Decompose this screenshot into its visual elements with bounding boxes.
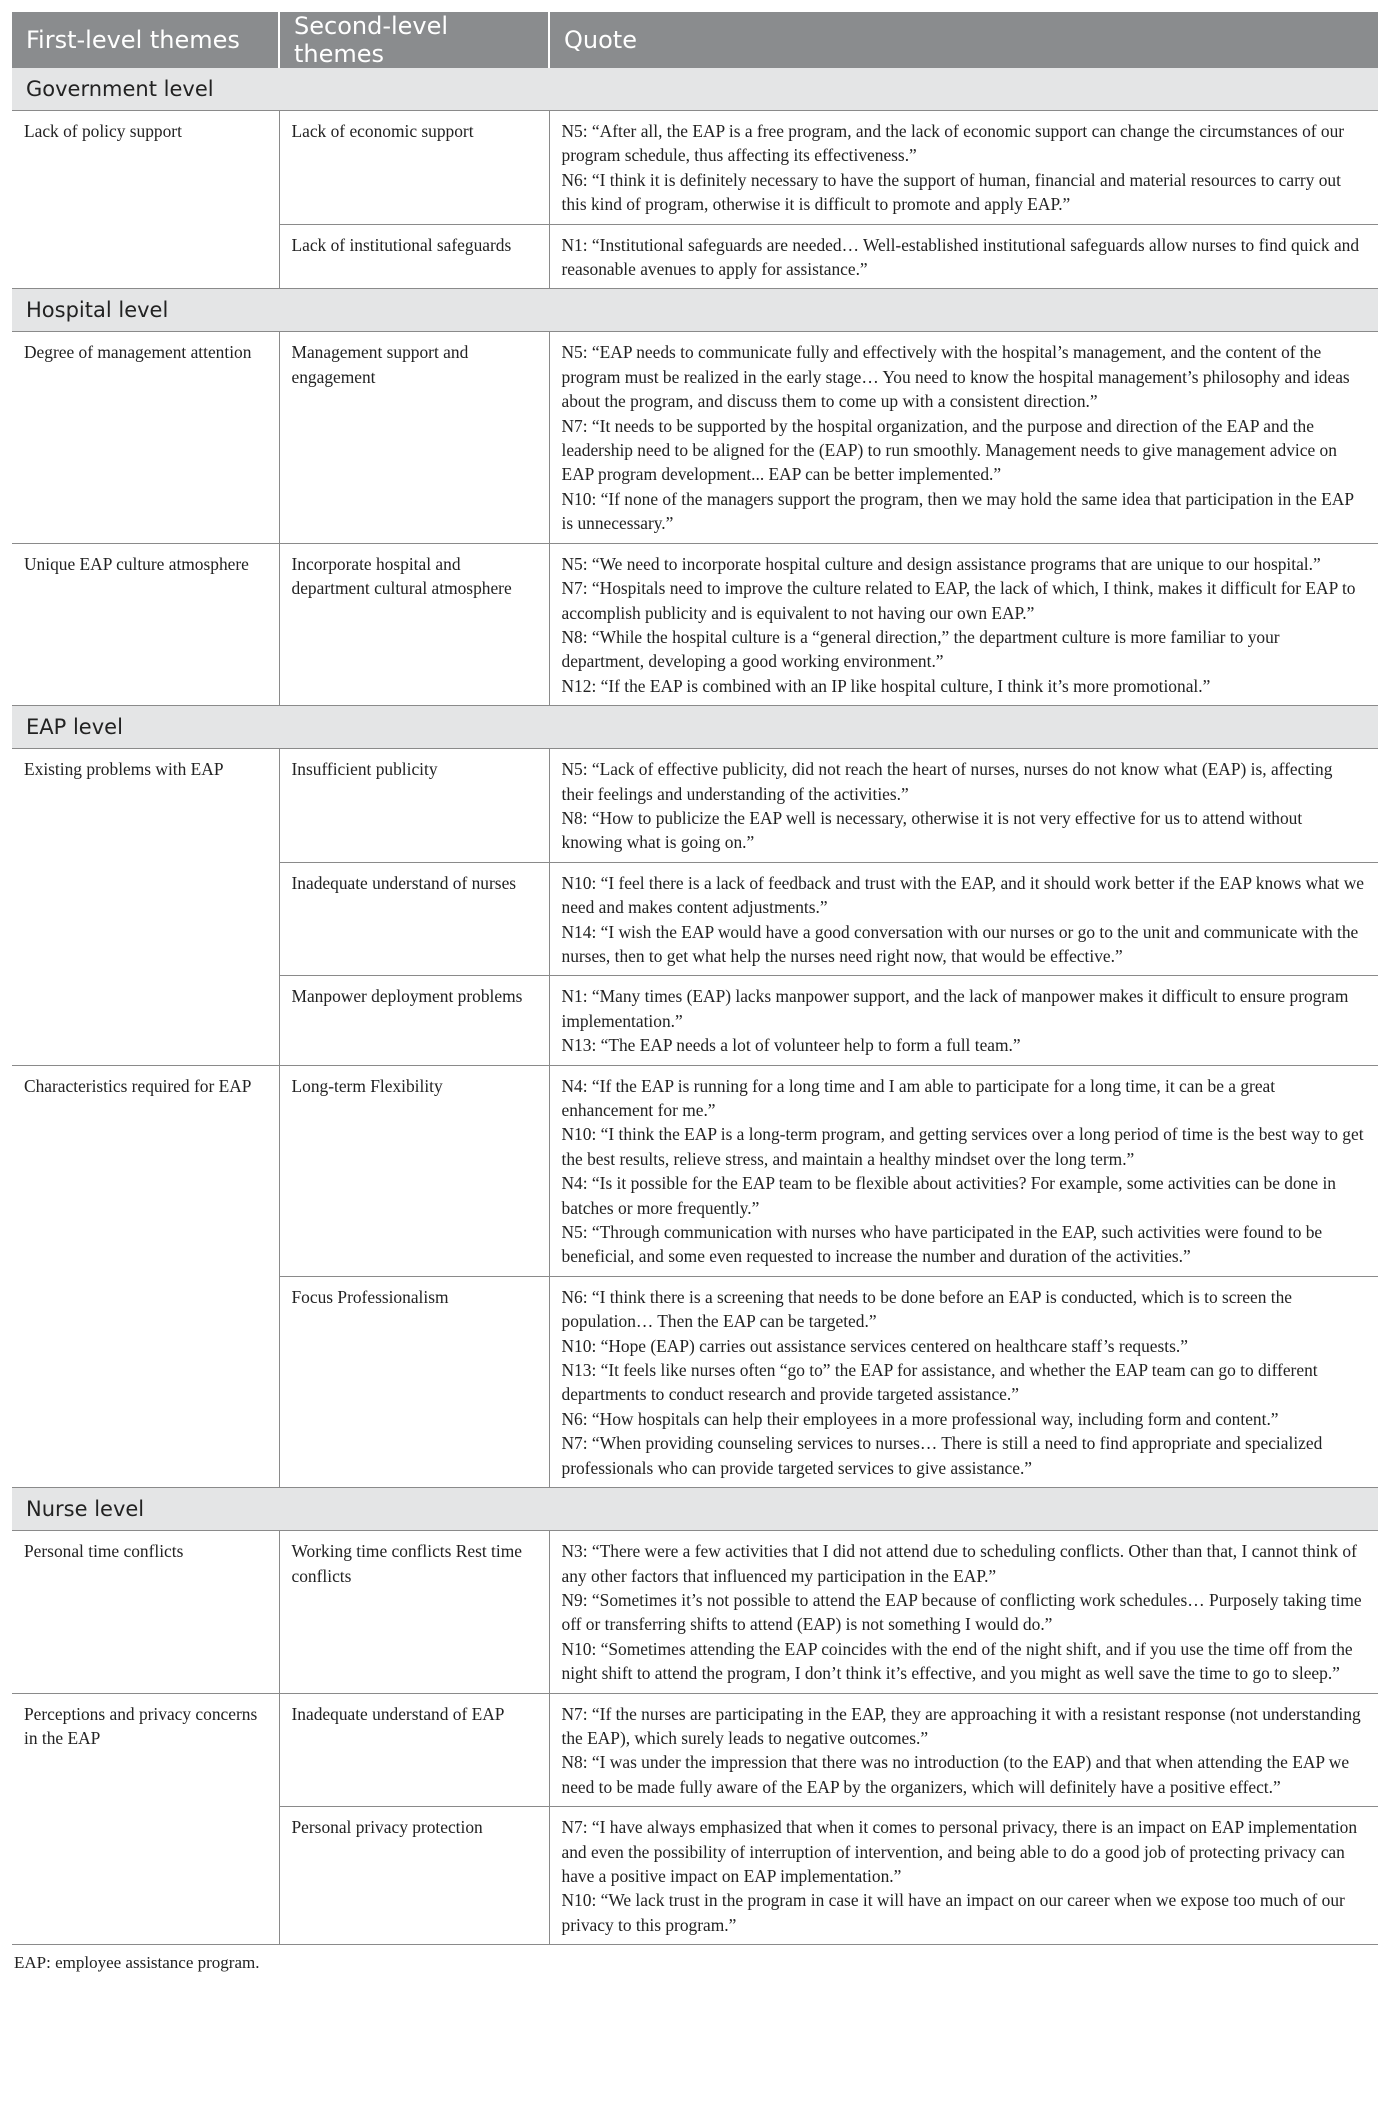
quote-cell: [549, 1531, 1378, 1693]
quote-text: N10: “Sometimes attending the EAP coincides with the end of the night shift, and if you use the time off from the night shift to attend the program, I don’t think it’s effective, and you might as well save the time to go to sleep.”: [561, 1638, 1353, 1684]
first-level-theme: Perceptions and privacy concerns in the EAP: [12, 1693, 279, 1945]
quote-text: N8: “How to publicize the EAP well is necessary, otherwise it is not very effective for us to attend without knowing what is going on.”: [561, 807, 1303, 853]
quote-text: N4: “If the EAP is running for a long time and I am able to participate for a long time, it can be a great enhancement for me.”: [561, 1075, 1276, 1120]
quote-cell: [549, 749, 1378, 863]
second-level-theme: Lack of economic support: [279, 111, 549, 225]
table-body: [12, 68, 1378, 1945]
quote-text: N7: “It needs to be supported by the hospital organization, and the purpose and direction of the EAP and the leadership need to be aligned for the (EAP) to run smoothly. Management needs to give management advice on EAP program development... EAP can be better implemented.”: [561, 415, 1337, 485]
table-row: [12, 332, 1378, 543]
table-header: [12, 12, 1378, 68]
second-level-theme: Incorporate hospital and department cultural atmosphere: [279, 543, 549, 705]
quote-text: N5: “EAP needs to communicate fully and effectively with the hospital’s management, and the content of the program must be realized in the early stage… You need to know the hospital management’s philosophy and ideas about the program, and discuss them to come up with a consistent direction.”: [561, 342, 1350, 412]
second-level-theme: Long-term Flexibility: [279, 1065, 549, 1276]
quote-text: N5: “After all, the EAP is a free program, and the lack of economic support can change the circumstances of our program schedule, thus affecting its effectiveness.”: [561, 121, 1345, 166]
quote-cell: [549, 862, 1378, 976]
second-level-theme: Insufficient publicity: [279, 749, 549, 863]
quote-cell: [549, 1276, 1378, 1487]
section-title: Government level: [12, 68, 1378, 111]
quote-text: N7: “When providing counseling services to nurses… There is still a need to find appropriate and specialized professionals who can provide targeted services to give assistance.”: [561, 1433, 1323, 1478]
header-row: [12, 12, 1378, 68]
second-level-theme: Working time conflicts Rest time conflicts: [279, 1531, 549, 1693]
quote-cell: [549, 1693, 1378, 1807]
quote-text: N5: “Through communication with nurses who have participated in the EAP, such activities were found to be beneficial, and some even requested to increase the number and duration of the activities.”: [561, 1222, 1323, 1267]
quote-text: N5: “Lack of effective publicity, did not reach the heart of nurses, nurses do not know what (EAP) is, affecting their feelings and understanding of the activities.”: [561, 759, 1333, 804]
quote-text: N12: “If the EAP is combined with an IP like hospital culture, I think it’s more promotional.”: [561, 675, 1211, 696]
table-row: [12, 1065, 1378, 1276]
quote-text: N3: “There were a few activities that I did not attend due to scheduling conflicts. Other than that, I cannot think of any other factors that influenced my participation in the EAP.”: [561, 1541, 1357, 1586]
quote-cell: [549, 976, 1378, 1065]
first-level-theme: Existing problems with EAP: [12, 749, 279, 1065]
second-level-theme: Management support and engagement: [279, 332, 549, 543]
table-row: [12, 543, 1378, 705]
header-quote: Quote: [549, 12, 1378, 68]
first-level-theme: Degree of management attention: [12, 332, 279, 543]
first-level-theme: Unique EAP culture atmosphere: [12, 543, 279, 705]
first-level-theme: Characteristics required for EAP: [12, 1065, 279, 1488]
section-title: Nurse level: [12, 1488, 1378, 1531]
table-row: [12, 111, 1378, 225]
quote-text: N10: “Hope (EAP) carries out assistance services centered on healthcare staff’s requests.”: [561, 1335, 1188, 1356]
second-level-theme: Inadequate understand of EAP: [279, 1693, 549, 1807]
section-row: [12, 1488, 1378, 1531]
quote-cell: [549, 1065, 1378, 1276]
table-row: [12, 1531, 1378, 1693]
second-level-theme: Focus Professionalism: [279, 1276, 549, 1487]
quote-text: N10: “I feel there is a lack of feedback and trust with the EAP, and it should work better if the EAP knows what we need and makes content adjustments.”: [561, 872, 1364, 918]
section-title: Hospital level: [12, 289, 1378, 332]
table-row: [12, 749, 1378, 863]
themes-table-container: [12, 12, 1378, 1973]
quote-text: N5: “We need to incorporate hospital culture and design assistance programs that are unique to our hospital.”: [561, 553, 1321, 574]
section-title: EAP level: [12, 706, 1378, 749]
quote-text: N7: “I have always emphasized that when it comes to personal privacy, there is an impact on EAP implementation and even the possibility of interruption of intervention, and being able to do a good job of protecting privacy can have a positive impact on EAP implementation.”: [561, 1817, 1358, 1886]
section-row: [12, 706, 1378, 749]
quote-cell: [549, 224, 1378, 289]
section-row: [12, 68, 1378, 111]
first-level-theme: Personal time conflicts: [12, 1531, 279, 1693]
second-level-theme: Personal privacy protection: [279, 1807, 549, 1945]
quote-text: N9: “Sometimes it’s not possible to attend the EAP because of conflicting work schedules… Purposely taking time off or transferring shifts to attend (EAP) is not something I would do.”: [561, 1589, 1362, 1635]
header-second-level-themes: Second-level themes: [279, 12, 549, 68]
second-level-theme: Inadequate understand of nurses: [279, 862, 549, 976]
quote-text: N13: “It feels like nurses often “go to” the EAP for assistance, and whether the EAP team can go to different departments to conduct research and provide targeted assistance.”: [561, 1360, 1318, 1405]
quote-text: N4: “Is it possible for the EAP team to be flexible about activities? For example, some activities can be done in batches or more frequently.”: [561, 1173, 1336, 1218]
quote-text: N8: “While the hospital culture is a “general direction,” the department culture is more familiar to your department, developing a good working environment.”: [561, 626, 1280, 672]
quote-text: N7: “Hospitals need to improve the culture related to EAP, the lack of which, I think, makes it difficult for EAP to accomplish publicity and is equivalent to not having our own EAP.”: [561, 578, 1356, 623]
quote-cell: [549, 111, 1378, 225]
quote-cell: [549, 332, 1378, 543]
table-row: [12, 1693, 1378, 1807]
quote-cell: [549, 1807, 1378, 1945]
table-footnote: EAP: employee assistance program.: [14, 1953, 260, 1973]
quote-text: N10: “If none of the managers support the program, then we may hold the same idea that participation in the EAP is unnecessary.”: [561, 488, 1354, 534]
quote-text: N1: “Many times (EAP) lacks manpower support, and the lack of manpower makes it difficult to ensure program implementation.”: [561, 986, 1349, 1031]
quote-cell: [549, 543, 1378, 705]
section-row: [12, 289, 1378, 332]
quote-text: N13: “The EAP needs a lot of volunteer help to form a full team.”: [561, 1035, 1021, 1056]
first-level-theme: Lack of policy support: [12, 111, 279, 289]
second-level-theme: Lack of institutional safeguards: [279, 224, 549, 289]
quote-text: N6: “How hospitals can help their employees in a more professional way, including form and content.”: [561, 1408, 1279, 1429]
quote-text: N1: “Institutional safeguards are needed… Well-established institutional safeguards allow nurses to find quick and reasonable avenues to apply for assistance.”: [561, 234, 1360, 280]
header-first-level-themes: First-level themes: [12, 12, 279, 68]
quote-text: N14: “I wish the EAP would have a good conversation with our nurses or go to the unit and communicate with the nurses, then to get what help the nurses need right now, that would be effective.”: [561, 921, 1359, 966]
quote-text: N10: “We lack trust in the program in case it will have an impact on our career when we expose too much of our privacy to this program.”: [561, 1890, 1345, 1935]
themes-table: [12, 12, 1378, 1945]
quote-text: N10: “I think the EAP is a long-term program, and getting services over a long period of time is the best way to get the best results, relieve stress, and maintain a healthy mindset over the long term.”: [561, 1124, 1364, 1169]
quote-text: N7: “If the nurses are participating in the EAP, they are approaching it with a resistant response (not understanding the EAP), which surely leads to negative outcomes.”: [561, 1703, 1361, 1748]
second-level-theme: Manpower deployment problems: [279, 976, 549, 1065]
quote-text: N6: “I think there is a screening that needs to be done before an EAP is conducted, which is to screen the population… Then the EAP can be targeted.”: [561, 1286, 1292, 1332]
quote-text: N8: “I was under the impression that there was no introduction (to the EAP) and that when attending the EAP we need to be made fully aware of the EAP by the organizers, which will definitely have a positive effect.”: [561, 1752, 1350, 1797]
quote-text: N6: “I think it is definitely necessary to have the support of human, financial and material resources to carry out this kind of program, otherwise it is difficult to promote and apply EAP.”: [561, 169, 1341, 215]
